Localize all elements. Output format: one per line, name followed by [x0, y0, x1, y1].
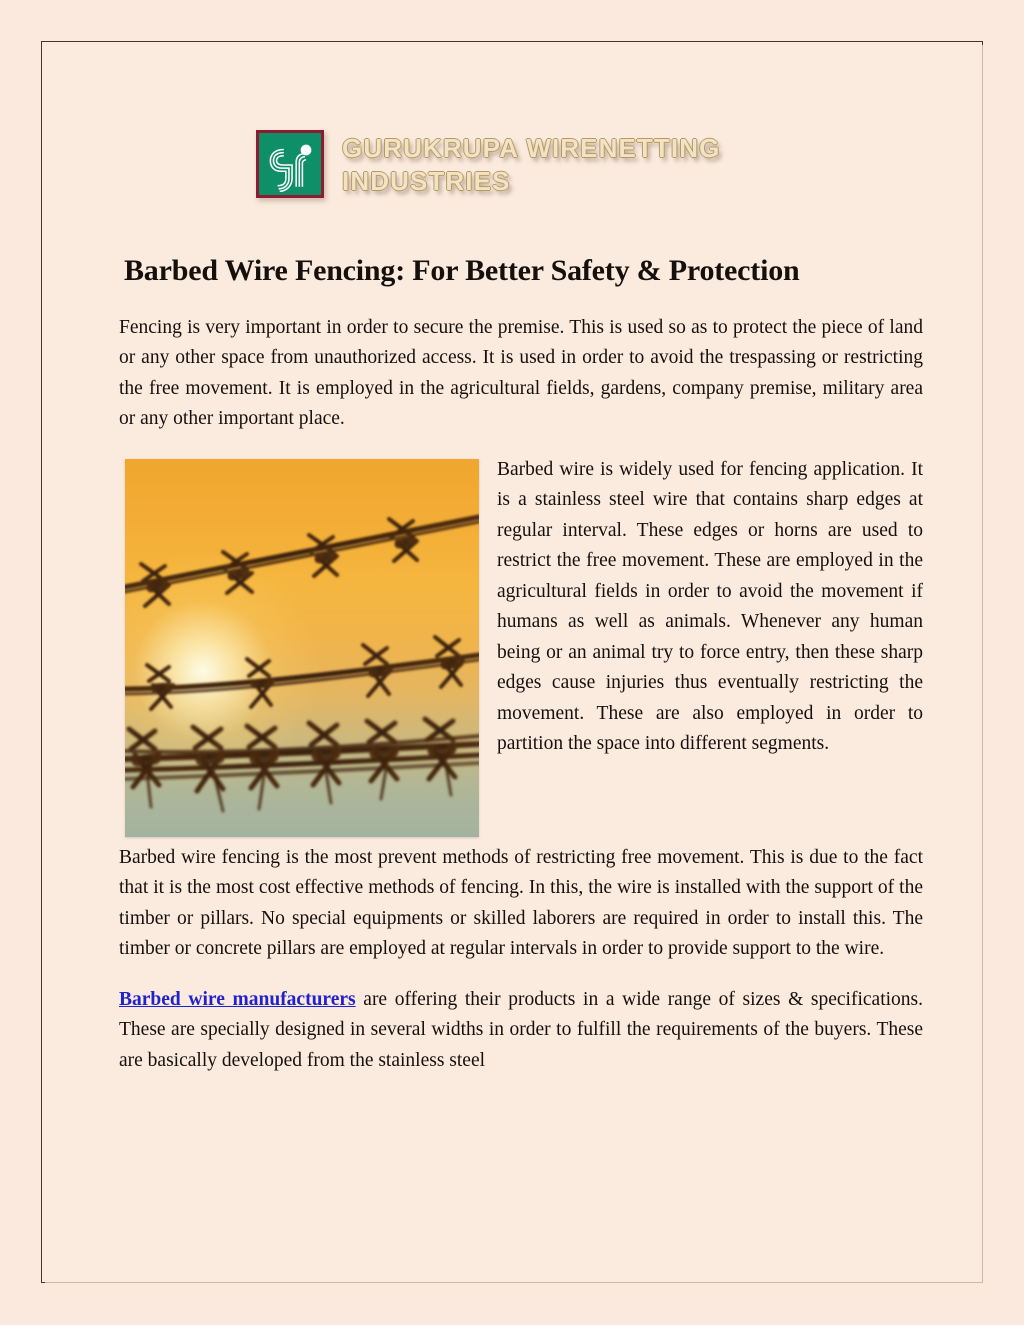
- document-body: [119, 254, 923, 1076]
- paragraph-barbed-wire-description: Barbed wire is widely used for fencing application. It is a stainless steel wire that contains sharp edges at regular interval. These edges or horns are used to restrict the free movement. These are employed in the agricultural fields in order to avoid the movement if humans as well as animals. Whenever any human being or an animal try to force entry, then these sharp edges cause injuries thus eventually restricting the movement. These are also employed in order to partition the space into different segments.: [497, 458, 923, 754]
- page-inner: [42, 42, 982, 1282]
- paragraph-manufacturers-rest: are offering their products in a wide range of sizes & specifications. These are specially designed in several widths in order to fulfill the requirements of the buyers. These are basically developed from the stainless steel: [119, 988, 923, 1071]
- document-header: [42, 130, 982, 226]
- paragraph-fencing-method: Barbed wire fencing is the most prevent methods of restricting free movement. This is due to the fact that it is the most cost effective methods of fencing. In this, the wire is installed with the support of the timber or pillars. No special equipments or skilled laborers are required in order to install this. The timber or concrete pillars are employed at regular intervals in order to provide support to the wire.: [119, 846, 923, 959]
- photo-text-block: [119, 455, 923, 843]
- company-logo: [256, 130, 720, 198]
- paragraph-intro: Fencing is very important in order to secure the premise. This is used so as to protect the piece of land or any other space from unauthorized access. It is used in order to avoid the trespassing or restricting the free movement. It is employed in the agricultural fields, gardens, company premise, military area or any other important place.: [119, 316, 923, 429]
- page-frame: [41, 41, 983, 1283]
- company-name-line-2: INDUSTRIES: [342, 165, 511, 196]
- company-name-line-1: GURUKRUPA WIRENETTING: [342, 133, 721, 163]
- barbed-wire-silhouettes: [125, 459, 479, 837]
- barbed-wire-sunset-photo: [125, 459, 479, 837]
- paragraph-manufacturers: [119, 985, 923, 1077]
- barbed-wire-manufacturers-link[interactable]: Barbed wire manufacturers: [119, 988, 356, 1010]
- gurukrupa-monogram-logo-icon: [256, 130, 324, 198]
- page-title: Barbed Wire Fencing: For Better Safety & Protection: [124, 254, 800, 287]
- company-name: [342, 130, 720, 198]
